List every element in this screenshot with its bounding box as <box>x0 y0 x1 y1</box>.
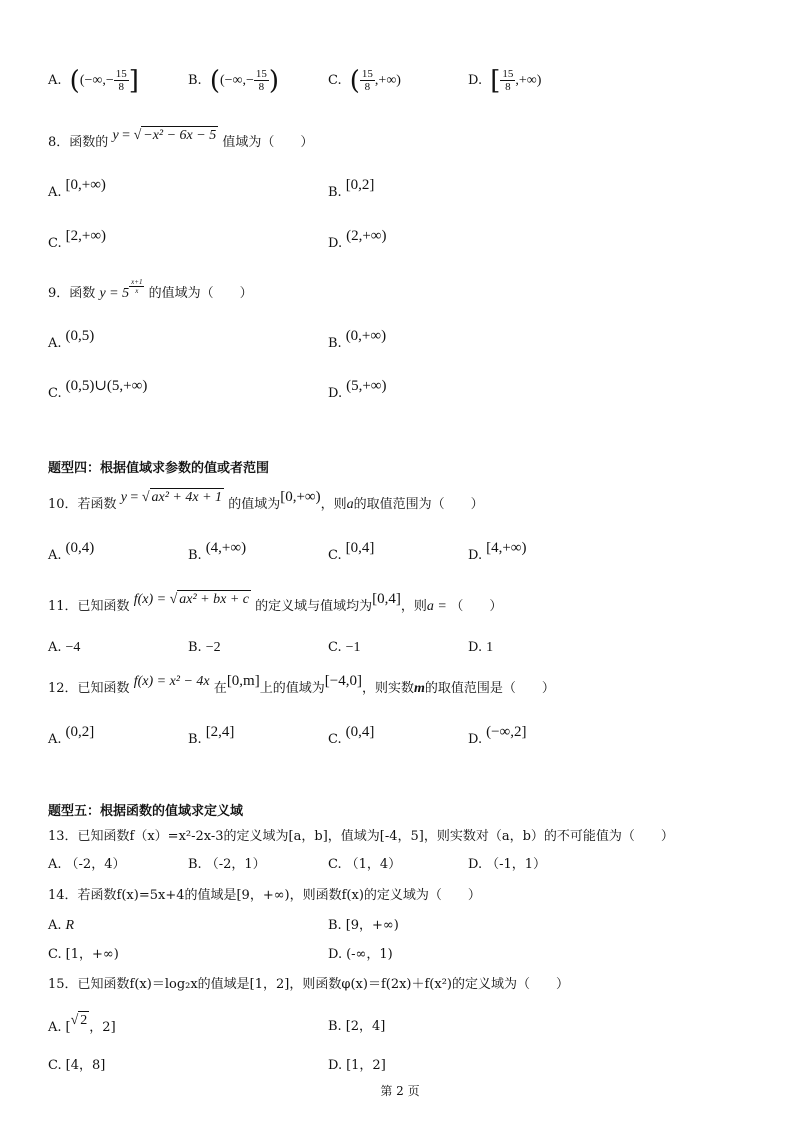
q15-option-b: B. [2，4] <box>328 1019 386 1034</box>
q11-range: [0,4] <box>372 591 401 607</box>
q13-option-d: D. （-1，1） <box>468 857 547 872</box>
q12-formula: f(x) = x² − 4x <box>133 674 210 689</box>
q7-option-a: A. ((−∞,− $\frac{15}{8}$ ] <box>48 65 139 96</box>
q15-option-a: A. [√ 2 ，2] <box>48 1013 116 1035</box>
q9-stem: 9．函数 y = 5 $\frac{x+1}{x}$ 的值域为（ ） <box>48 278 253 301</box>
q15-option-c: C. [4，8] <box>48 1058 106 1073</box>
q11-option-d: D. 1 <box>468 640 494 655</box>
q10-option-c: C. [0,4] <box>328 540 375 563</box>
q13-option-b: B. （-2，1） <box>188 857 266 872</box>
q12-option-c: C. (0,4] <box>328 724 375 747</box>
page-number: 第 2 页 <box>380 1084 420 1098</box>
q8-option-b: B. [0,2] <box>328 177 375 200</box>
q8-option-c: C. [2,+∞) <box>48 228 107 251</box>
q12-option-b: B. [2,4] <box>188 724 235 747</box>
q7-option-b: B. ((−∞,− $\frac{15}{8}$ ) <box>188 65 280 96</box>
q10-option-a: A. (0,4) <box>48 540 95 563</box>
q15-stem: 15．已知函数f(x)＝log₂x的值域是[1，2]，则函数φ(x)＝f(2x)＋f(x²)的定义域为（ ） <box>48 977 569 992</box>
q10-stem: 10．若函数 y = √ ax² + 4x + 1 的值域为[0,+∞)，则a的取值范围为（ ） <box>48 489 484 512</box>
q9-option-b: B. (0,+∞) <box>328 328 387 351</box>
q12-interval: [0,m] <box>226 673 260 689</box>
q15-option-d: D. [1，2] <box>328 1058 386 1073</box>
q14-option-d: D. (-∞，1) <box>328 947 393 962</box>
q12-range: [−4,0] <box>324 673 362 689</box>
q13-option-a: A. （-2，4） <box>48 857 126 872</box>
q11-option-b: B. −2 <box>188 640 221 655</box>
q7-option-b-value: ((−∞,− $\frac{15}{8}$ ) <box>209 65 280 96</box>
q7-option-d-value: [ $\frac{15}{8}$ ,+∞) <box>490 65 542 96</box>
section-5-heading: 题型五：根据函数的值域求定义域 <box>48 804 244 819</box>
q8-stem: 8．函数的 y = √ −x² − 6x − 5 值域为（ ） <box>48 128 314 150</box>
q9-option-d: D. (5,+∞) <box>328 378 387 401</box>
q13-option-c: C. （1，4） <box>328 857 402 872</box>
q9-option-c: C. (0,5)∪(5,+∞) <box>48 378 148 401</box>
q14-option-c: C. [1，+∞) <box>48 947 119 962</box>
q14-option-a: A. R <box>48 918 75 933</box>
q10-range: [0,+∞) <box>280 489 321 505</box>
q9-formula: y = 5 $\frac{x+1}{x}$ <box>99 278 143 301</box>
q9-option-a: A. (0,5) <box>48 328 95 351</box>
q11-option-a: A. −4 <box>48 640 81 655</box>
q11-stem: 11．已知函数 f(x) = √ ax² + bx + c 的定义域与值域均为[0,4]，则a = （ ） <box>48 591 503 614</box>
q10-formula: y = √ ax² + 4x + 1 <box>120 490 223 505</box>
q8-option-d: D. (2,+∞) <box>328 228 387 251</box>
q7-option-d: D. [ $\frac{15}{8}$ ,+∞) <box>468 65 542 96</box>
q8-option-a: A. [0,+∞) <box>48 177 106 200</box>
q8-formula: y = √ −x² − 6x − 5 <box>112 128 217 143</box>
q7-option-c: C. ( $\frac{15}{8}$ ,+∞) <box>328 65 401 96</box>
q7-option-c-value: ( $\frac{15}{8}$ ,+∞) <box>349 65 401 96</box>
q14-option-b: B. [9，+∞) <box>328 918 399 933</box>
section-4-heading: 题型四：根据值域求参数的值或者范围 <box>48 461 270 476</box>
q10-option-d: D. [4,+∞) <box>468 540 527 563</box>
q12-option-a: A. (0,2] <box>48 724 95 747</box>
q13-stem: 13．已知函数f（x）=x²-2x-3的定义域为[a，b]，值域为[-4，5]，则实数对（a，b）的不可能值为（ ） <box>48 829 674 844</box>
q11-option-c: C. −1 <box>328 640 361 655</box>
q11-formula: f(x) = √ ax² + bx + c <box>133 592 249 607</box>
q12-stem: 12．已知函数 f(x) = x² − 4x 在[0,m]上的值域为[−4,0]，则实数m的取值范围是（ ） <box>48 673 555 696</box>
q7-option-a-value: ((−∞,− $\frac{15}{8}$ ] <box>69 65 139 96</box>
q10-option-b: B. (4,+∞) <box>188 540 247 563</box>
q12-option-d: D. (−∞,2] <box>468 724 527 747</box>
q14-stem: 14．若函数f(x)=5x+4的值域是[9，+∞)，则函数f(x)的定义域为（ ） <box>48 888 481 903</box>
